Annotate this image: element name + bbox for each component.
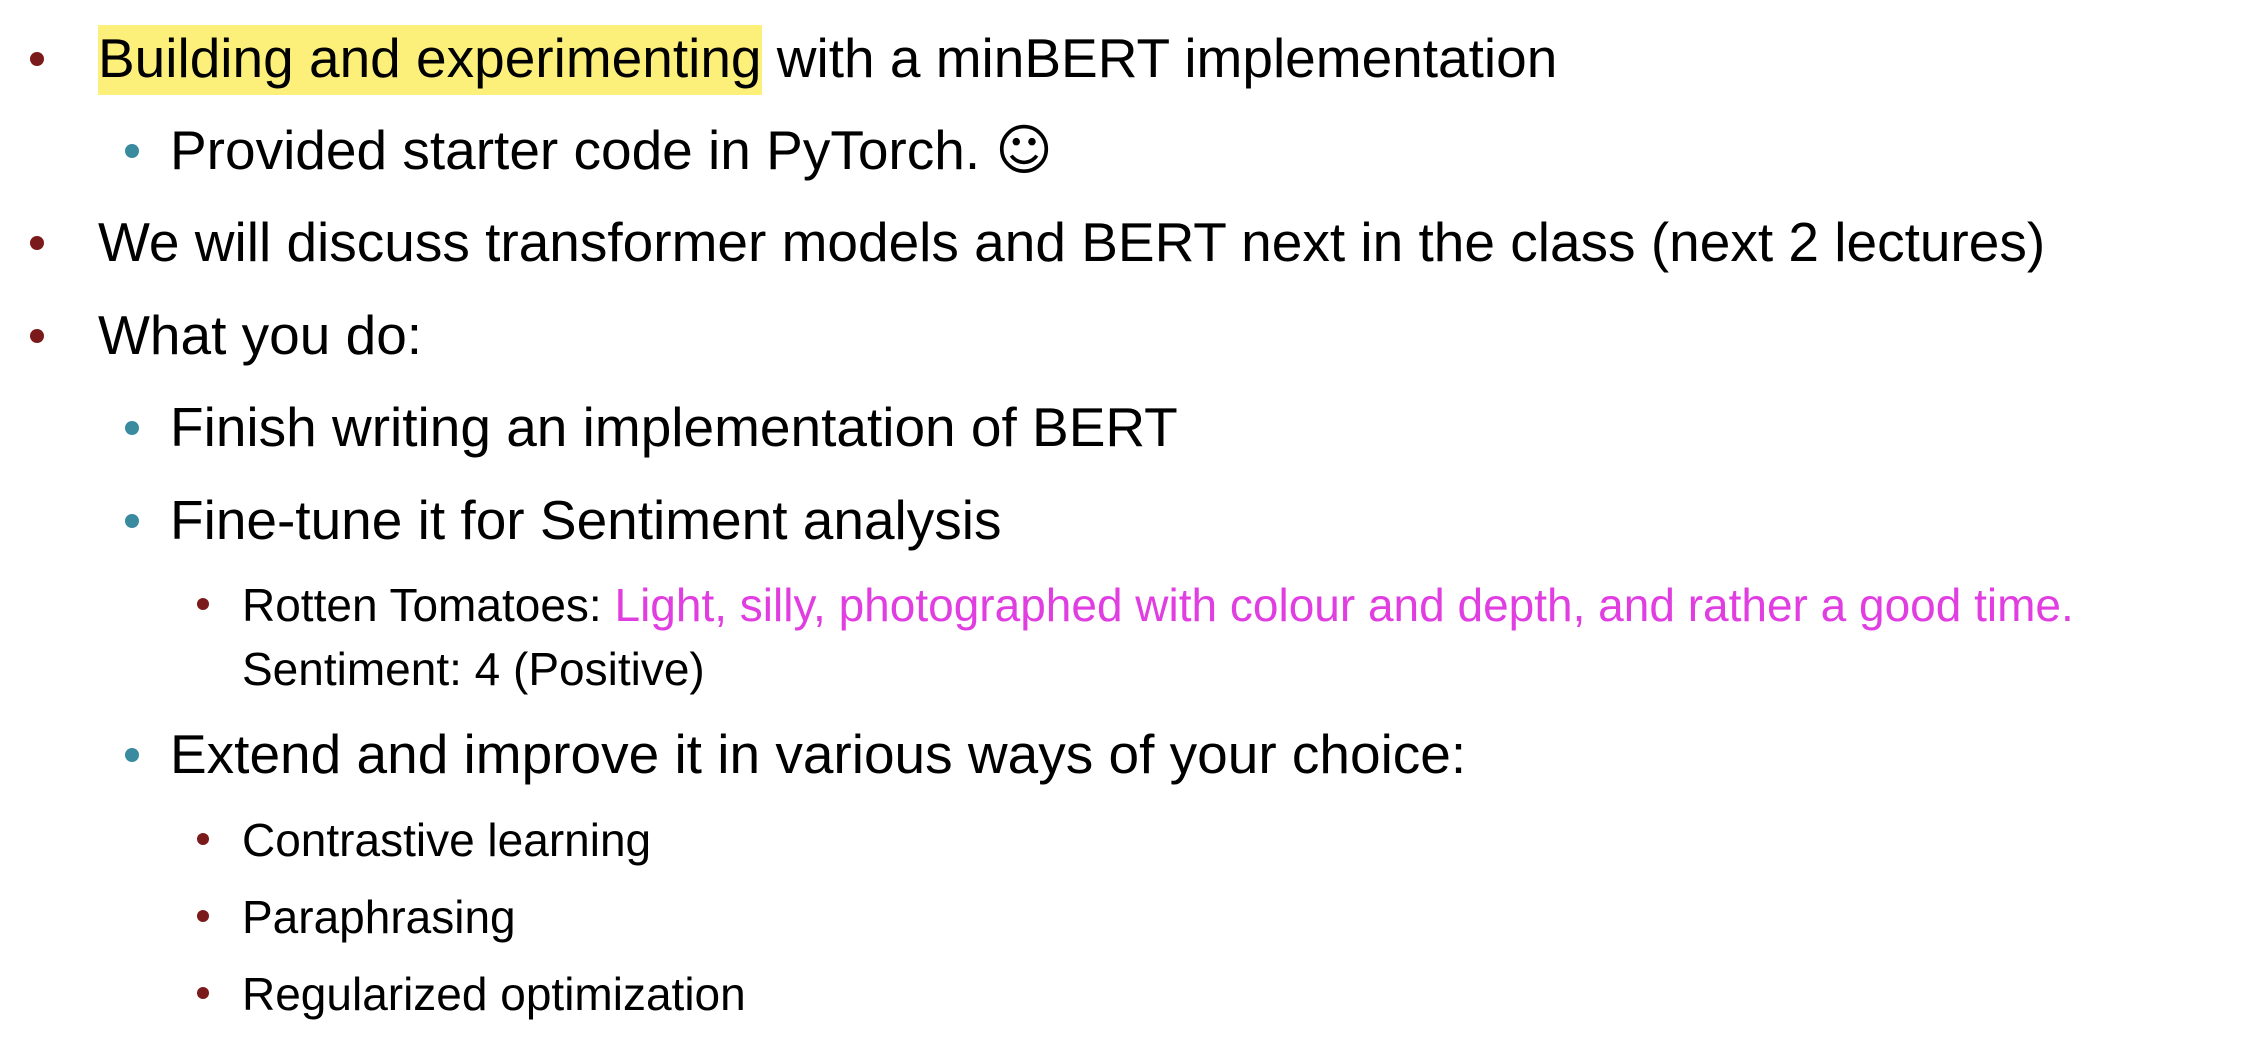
list-item xyxy=(242,579,2074,631)
item-text: Paraphrasing xyxy=(242,891,516,943)
list-item xyxy=(98,211,2046,273)
smiley-icon: ☺ xyxy=(995,118,1053,182)
item-text: Provided starter code in PyTorch. xyxy=(170,119,981,181)
item-label: Rotten Tomatoes: xyxy=(242,579,615,631)
item-text: Fine-tune it for Sentiment analysis xyxy=(170,489,1002,551)
example-sentence: Light, silly, photographed with colour and depth, and rather a good time. xyxy=(614,579,2074,631)
level1-bullet xyxy=(30,236,44,250)
item-text: Finish writing an implementation of BERT xyxy=(170,396,1178,458)
item-text: We will discuss transformer models and BERT next in the class (next 2 lectures) xyxy=(98,211,2046,273)
list-item-continuation xyxy=(242,643,705,695)
highlighted-text: Building and experimenting xyxy=(98,25,762,95)
sentiment-label: Sentiment: 4 (Positive) xyxy=(242,643,705,695)
item-text: with a minBERT implementation xyxy=(761,27,1558,89)
level2-bullet xyxy=(125,144,139,158)
item-text: Regularized optimization xyxy=(242,968,746,1020)
level3-bullet xyxy=(197,987,209,999)
level1-bullet xyxy=(30,329,44,343)
level3-bullet xyxy=(197,833,209,845)
item-text: What you do: xyxy=(98,304,423,366)
level2-bullet xyxy=(125,421,139,435)
list-item xyxy=(170,723,1467,785)
list-item xyxy=(98,27,1558,89)
level2-bullet xyxy=(125,748,139,762)
list-item xyxy=(170,489,1002,551)
item-text: Contrastive learning xyxy=(242,814,652,866)
list-item xyxy=(170,396,1178,458)
level1-bullet xyxy=(30,52,44,66)
list-item xyxy=(242,968,746,1020)
level3-bullet xyxy=(197,910,209,922)
level3-bullet xyxy=(197,598,209,610)
list-item xyxy=(98,304,423,366)
level2-bullet xyxy=(125,514,139,528)
item-text: Extend and improve it in various ways of your choice: xyxy=(170,723,1467,785)
list-item xyxy=(170,118,1053,182)
list-item xyxy=(242,891,516,943)
list-item xyxy=(242,814,652,866)
